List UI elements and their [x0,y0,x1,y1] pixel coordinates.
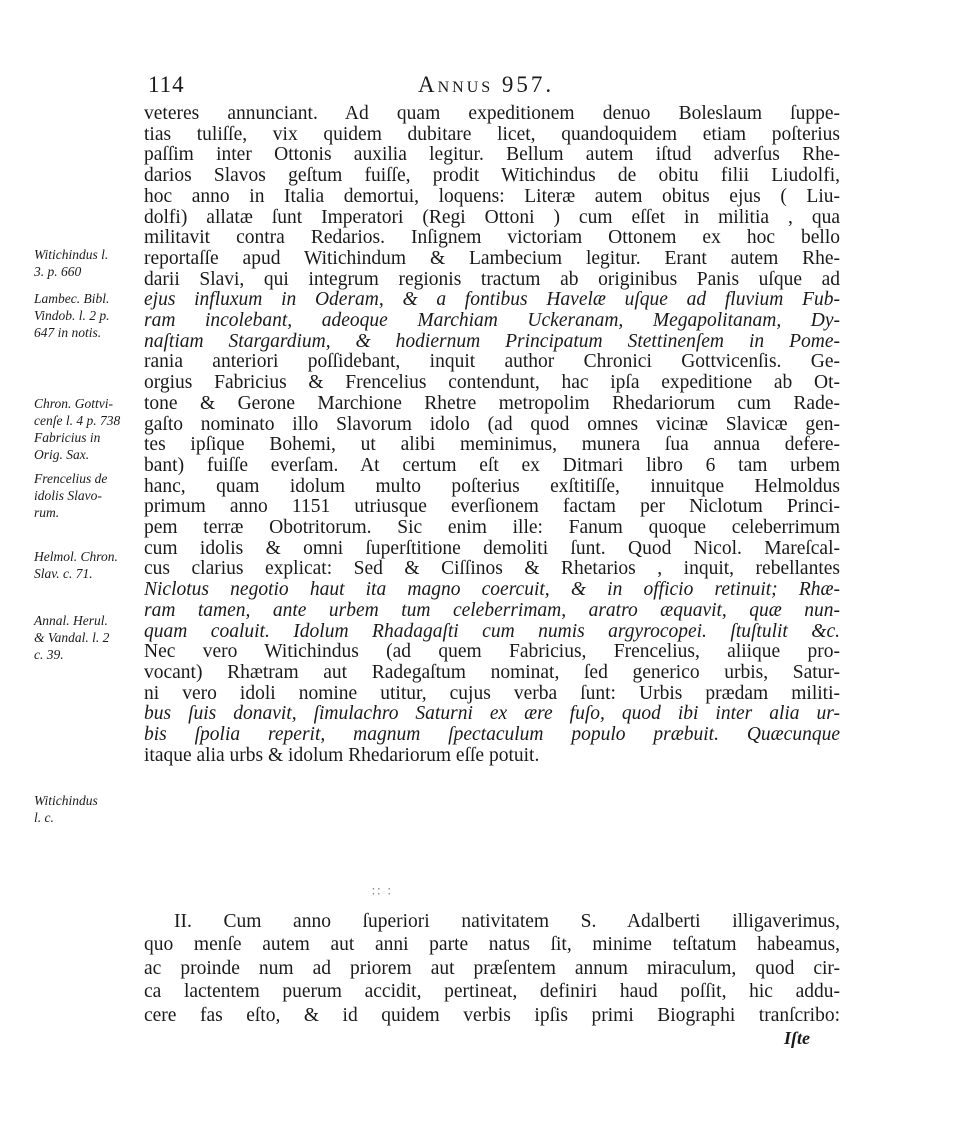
text-line: tias tuliſſe, vix quidem dubitare licet, quandoquidem etiam poſterius [144,123,840,145]
text-line: ram incolebant, adeoque Marchiam Uckeranam, Megapolitanam, Dy- [144,310,840,332]
text-line: ca lactentem puerum accidit, pertineat, definiri haud poſſit, hic addu- [144,981,840,1003]
text-line: bus ſuis donavit, ſimulachro Saturni ex ære fuſo, quod ibi inter alia ur- [144,703,840,725]
text-line: paſſim inter Ottonis auxilia legitur. Bellum autem iſtud adverſus Rhe- [144,144,840,166]
margin-line: Lambec. Bibl. [34,291,110,306]
section-paragraph [144,910,840,1027]
text-line: ram tamen, ante urbem tum celeberrimam, aratro æquavit, quæ nun- [144,599,840,621]
text-line: quo menſe autem aut anni parte natus ſit, minime teſtatum habeamus, [144,934,840,956]
margin-line: Slav. c. 71. [34,566,93,581]
margin-line: 647 in notis. [34,325,102,340]
margin-note [34,612,109,663]
text-line: hanc, quam idolum multo poſterius exſtitiſſe, innuitque Helmoldus [144,475,840,497]
text-line: rania anteriori poſſidebant, inquit author Chronici Gottvicenſis. Ge- [144,351,840,373]
margin-line: l. c. [34,810,54,825]
page-number: 114 [148,72,185,97]
text-line: cus clarius explicat: Sed & Ciſſinos & Rhetarios , inquit, rebellantes [144,558,840,580]
text-line: vocant) Rhætram aut Radegaſtum nominat, ſed generico urbis, Satur- [144,661,840,683]
margin-note [34,395,120,463]
margin-note [34,246,108,280]
margin-line: Orig. Sax. [34,447,90,462]
margin-line: Vindob. l. 2 p. [34,308,110,323]
margin-line: Chron. Gottvi- [34,396,113,411]
text-line: itaque alia urbs & idolum Rhedariorum eſſe potuit. [144,744,540,766]
text-line: tes ipſique Bohemi, ut alibi meminimus, munera ſua annua defere- [144,434,840,456]
running-head: Annus 957. [418,72,555,97]
margin-line: Annal. Herul. [34,613,108,628]
text-line: ac proinde num ad priorem aut præſentem annum miraculum, quod cir- [144,957,840,979]
main-paragraph [144,104,840,767]
text-line: quam coaluit. Idolum Rhadagaſti cum numis argyrocopei. ſtuſtulit &c. [144,620,840,642]
separator-mark: ∷ ∶ [372,884,393,899]
text-line: naſtiam Stargardium, & hodiernum Principatum Stettinenſem in Pome- [144,330,840,352]
margin-line: Fabricius in [34,430,101,445]
text-line: reportaſſe apud Witichindum & Lambecium legitur. Erant autem Rhe- [144,247,840,269]
margin-line: rum. [34,505,60,520]
text-line: cere fas eſto, & id quidem verbis ipſis primi Biographi tranſcribo: [144,1004,840,1026]
text-line: ejus influxum in Oderam, & a fontibus Havelæ uſque ad fluvium Fub- [144,289,840,311]
margin-note [34,470,107,521]
text-line: darii Slavi, qui integrum regionis tractum ab originibus Panis uſque ad [144,268,840,290]
text-line: cum idolis & omni ſuperſtitione demoliti ſunt. Quod Nicol. Mareſcal- [144,537,840,559]
text-line: II. Cum anno ſuperiori nativitatem S. Adalberti illigaverimus, [174,911,840,932]
text-line: bant) fuiſſe everſam. At certum eſt ex Ditmari libro 6 tam urbem [144,454,840,476]
margin-line: Witichindus l. [34,247,109,262]
catchword: Iſte [784,1028,810,1048]
margin-line: c. 39. [34,647,64,662]
text-line: hoc anno in Italia demortui, loquens: Literæ autem obitus ejus ( Liu- [144,185,840,207]
margin-line: Frencelius de [34,471,108,486]
text-line: Nec vero Witichindus (ad quem Fabricius, Frencelius, aliique pro- [144,641,840,663]
text-line: tone & Gerone Marchione Rhetre metropolim Rhedariorum cum Rade- [144,392,840,414]
text-line: militavit contra Redarios. Inſignem victoriam Ottonem ex hoc bello [144,227,840,249]
margin-line: Helmol. Chron. [34,549,118,564]
margin-line: 3. p. 660 [34,264,82,279]
text-line: darios Slavos geſtum fuiſſe, prodit Witichindus de obitu filii Liudolfi, [144,165,840,187]
margin-note [34,290,110,341]
text-line: primum anno 1151 utriusque everſionem factam per Niclotum Princi- [144,496,840,518]
text-line: gaſto nominato illo Slavorum idolo (ad quod omnes vicinæ Slavicæ gen- [144,413,840,435]
text-line: ni vero idoli nomine utitur, cujus verba ſunt: Urbis prædam militi- [144,682,840,704]
text-line: orgius Fabricius & Frencelius contendunt, hac ipſa expeditione ab Ot- [144,372,840,394]
margin-line: Witichindus [34,793,98,808]
text-line: bis ſpolia reperit, magnum ſpectaculum populo præbuit. Quæcunque [144,724,840,746]
margin-note [34,792,98,826]
text-line: veteres annunciant. Ad quam expeditionem denuo Boleslaum ſuppe- [144,103,840,124]
margin-note [34,548,118,582]
margin-line: cenſe l. 4 p. 738 [34,413,121,428]
margin-line: idolis Slavo- [34,488,102,503]
margin-line: & Vandal. l. 2 [34,630,110,645]
text-line: Niclotus negotio haut ita magno coercuit, & in officio retinuit; Rhæ- [144,579,840,601]
text-line: dolfi) allatæ ſunt Imperatori (Regi Ottoni ) cum eſſet in militia , qua [144,206,840,228]
text-line: pem terræ Obotritorum. Sic enim ille: Fanum quoque celeberrimum [144,517,840,539]
